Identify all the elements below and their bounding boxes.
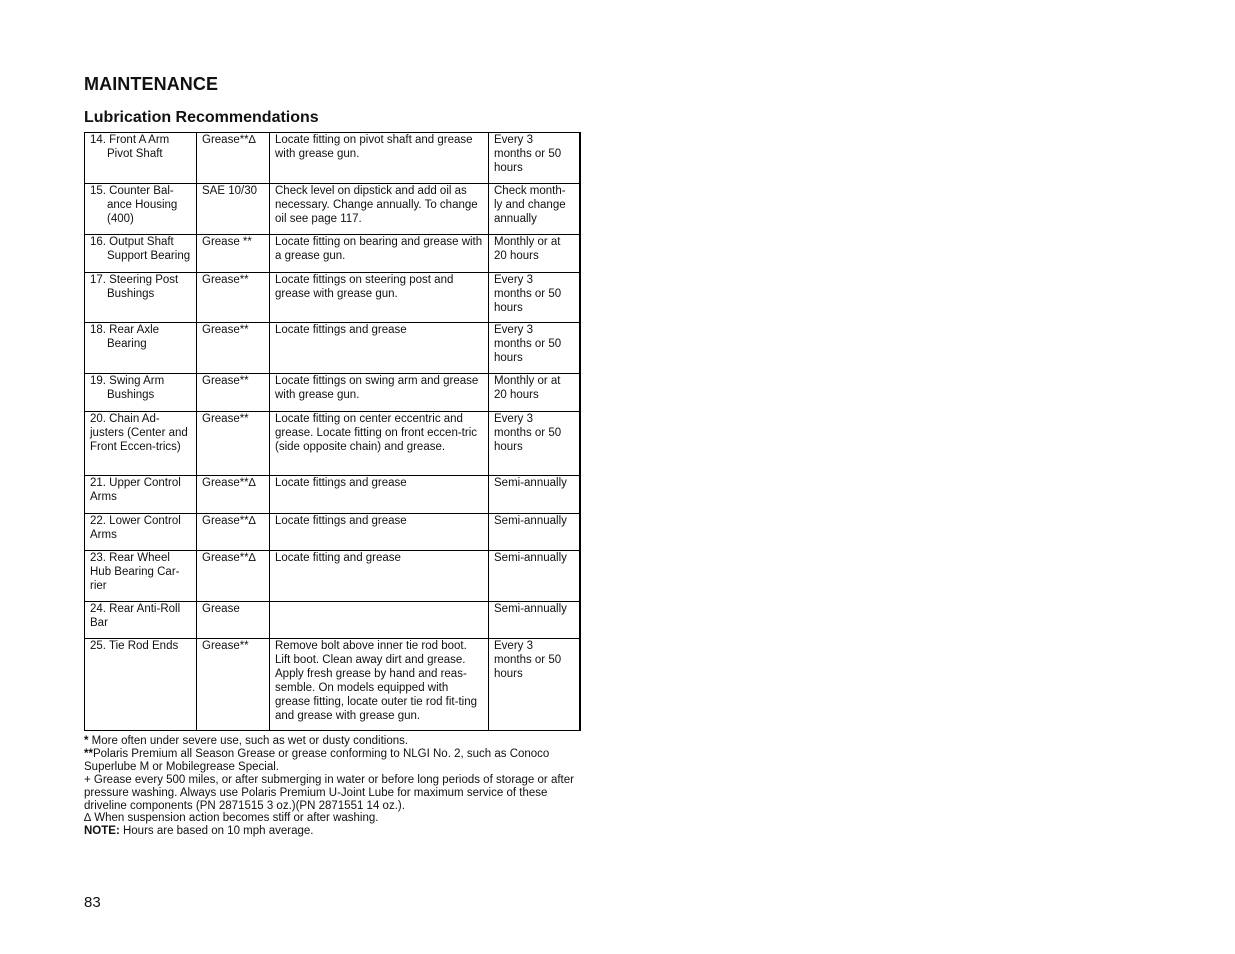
table-row [85, 235, 580, 273]
method-cell: Locate fitting on bearing and grease with a grease gun. [270, 235, 489, 273]
lubricant-cell: Grease**∆ [197, 476, 270, 514]
frequency-cell: Every 3 months or 50 hours [489, 412, 580, 476]
item-name: 16. Output Shaft Support Bearing [90, 236, 191, 262]
item-cell [85, 514, 197, 551]
item-name: 20. Chain Ad-justers (Center and Front Eccen-trics) [90, 413, 188, 453]
frequency-cell: Semi-annually [489, 514, 580, 551]
item-cell [85, 551, 197, 602]
lubricant-cell: Grease**∆ [197, 514, 270, 551]
method-cell: Check level on dipstick and add oil as necessary. Change annually. To change oil see page 117. [270, 184, 489, 235]
table-row [85, 639, 580, 731]
footnote-note: NOTE: Hours are based on 10 mph average. [84, 825, 314, 838]
item-name: 18. Rear Axle Bearing [90, 324, 160, 350]
method-cell [270, 602, 489, 639]
table-row [85, 273, 580, 323]
method-cell: Remove bolt above inner tie rod boot. Lift boot. Clean away dirt and grease. Apply fresh grease by hand and reas-semble. On models equipped with grease fitting, locate outer tie rod fit-ting and grease with grease gun. [270, 639, 489, 731]
section-title: Lubrication Recommendations [84, 109, 319, 126]
lubricant-cell: Grease** [197, 412, 270, 476]
item-cell [85, 235, 197, 273]
frequency-cell: Monthly or at 20 hours [489, 374, 580, 412]
item-name: 17. Steering Post Bushings [90, 274, 179, 300]
footnotes [84, 735, 584, 838]
lubricant-cell: Grease** [197, 374, 270, 412]
footnote-grease-spec: **Polaris Premium all Season Grease or grease conforming to NLGI No. 2, such as Conoco Superlube M or Mobilegrease Special. [84, 747, 550, 773]
item-cell [85, 323, 197, 374]
lubricant-cell: Grease** [197, 273, 270, 323]
lubricant-cell: Grease ** [197, 235, 270, 273]
item-name: 24. Rear Anti-Roll Bar [90, 603, 181, 629]
frequency-cell: Semi-annually [489, 551, 580, 602]
method-cell: Locate fitting on center eccentric and grease. Locate fitting on front eccen-tric (side opposite chain) and grease. [270, 412, 489, 476]
table-row [85, 184, 580, 235]
footnote-suspension: ∆ When suspension action becomes stiff or after washing. [84, 812, 379, 825]
frequency-cell: Check month-ly and change annually [489, 184, 580, 235]
footnote-severe-use: * More often under severe use, such as wet or dusty conditions. [84, 735, 409, 747]
footnote-driveline: + Grease every 500 miles, or after submerging in water or before long periods of storage or after pressure washing. Always use Polaris Premium U-Joint Lube for maximum service of these driveline components (PN 2871515 3 oz.)(PN 2871551 14 oz.). [84, 773, 574, 812]
lubricant-cell: Grease**∆ [197, 551, 270, 602]
frequency-cell: Semi-annually [489, 602, 580, 639]
table-row [85, 514, 580, 551]
lubricant-cell: Grease**∆ [197, 133, 270, 184]
item-name: 19. Swing Arm Bushings [90, 375, 165, 401]
lubrication-table [84, 132, 581, 731]
item-cell [85, 273, 197, 323]
item-name: 21. Upper Control Arms [90, 477, 181, 503]
item-cell [85, 602, 197, 639]
table-row [85, 602, 580, 639]
table-row [85, 412, 580, 476]
page-number: 83 [84, 894, 101, 911]
lubricant-cell: Grease** [197, 323, 270, 374]
table-row [85, 133, 580, 184]
item-cell [85, 133, 197, 184]
method-cell: Locate fitting on pivot shaft and grease with grease gun. [270, 133, 489, 184]
method-cell: Locate fittings and grease [270, 476, 489, 514]
table-row [85, 476, 580, 514]
table-row [85, 323, 580, 374]
frequency-cell: Semi-annually [489, 476, 580, 514]
table-row [85, 551, 580, 602]
method-cell: Locate fittings and grease [270, 514, 489, 551]
item-cell [85, 639, 197, 731]
method-cell: Locate fittings on steering post and grease with grease gun. [270, 273, 489, 323]
table-row [85, 374, 580, 412]
page-title: MAINTENANCE [84, 74, 219, 94]
item-name: 22. Lower Control Arms [90, 515, 181, 541]
item-cell [85, 476, 197, 514]
method-cell: Locate fitting and grease [270, 551, 489, 602]
frequency-cell: Monthly or at 20 hours [489, 235, 580, 273]
lubricant-cell: Grease [197, 602, 270, 639]
item-cell [85, 184, 197, 235]
item-cell [85, 412, 197, 476]
lubricant-cell: Grease** [197, 639, 270, 731]
item-name: 23. Rear Wheel Hub Bearing Car-rier [90, 552, 180, 592]
frequency-cell: Every 3 months or 50 hours [489, 273, 580, 323]
item-cell [85, 374, 197, 412]
lubricant-cell: SAE 10/30 [197, 184, 270, 235]
frequency-cell: Every 3 months or 50 hours [489, 639, 580, 731]
frequency-cell: Every 3 months or 50 hours [489, 323, 580, 374]
item-name: 15. Counter Bal-ance Housing (400) [90, 185, 178, 225]
method-cell: Locate fittings on swing arm and grease with grease gun. [270, 374, 489, 412]
frequency-cell: Every 3 months or 50 hours [489, 133, 580, 184]
item-name: 14. Front A Arm Pivot Shaft [90, 134, 170, 160]
item-name: 25. Tie Rod Ends [90, 640, 179, 652]
method-cell: Locate fittings and grease [270, 323, 489, 374]
